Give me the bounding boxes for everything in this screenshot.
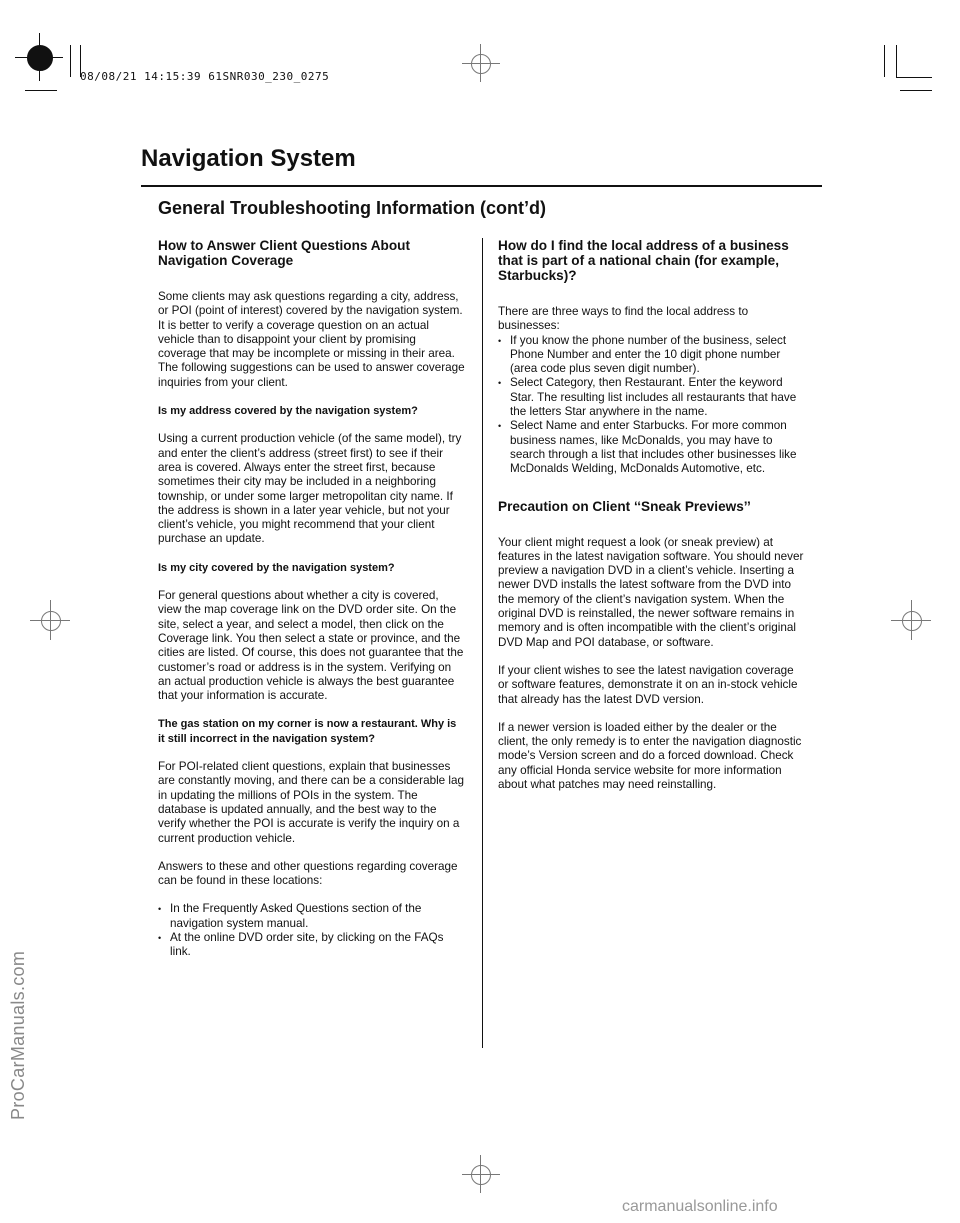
- question-address: Is my address covered by the navigation system?: [158, 405, 418, 418]
- answers-list: [158, 902, 465, 959]
- question-city: Is my city covered by the navigation system?: [158, 561, 395, 574]
- question-poi: The gas station on my corner is now a restaurant. Why is it still incorrect in the navigation system?: [158, 718, 457, 745]
- sneak-preview-paragraph-3: If a newer version is loaded either by the dealer or the client, the only remedy is to enter the navigation diagnostic mode’s Version screen and do a forced download. Check any official Honda service website for more information about what patches may need reinstalling.: [498, 720, 802, 792]
- side-watermark: ProCarManuals.com: [8, 950, 28, 1120]
- column-divider: [482, 238, 483, 1048]
- left-column: [158, 238, 465, 974]
- title-rule: [141, 185, 822, 187]
- sneak-preview-paragraph-1: Your client might request a look (or sneak preview) at features in the latest navigation software. You should never preview a navigation DVD in a client’s vehicle. Inserting a newer DVD installs the latest software from the DVD into the memory of the client’s navigation system. When the original DVD is reinstalled, the newer software remains in memory and is often incompatible with the client’s original DVD Map and POI database, or software.: [498, 535, 804, 649]
- registration-target-icon: [471, 54, 491, 74]
- registration-target-icon: [27, 45, 53, 71]
- section-title: General Troubleshooting Information (cont’d): [158, 198, 546, 218]
- answer-city: For general questions about whether a city is covered, view the map coverage link on the DVD order site. On the site, select a year, and select a model, then click on the Coverage link. You then select a state or province, and the cities are listed. Of course, this does not guarantee that the customer’s road or address is in the system. Verifying on an actual production vehicle is always the best guarantee that your information is accurate.: [158, 589, 464, 703]
- list-item: • Select Category, then Restaurant. Enter the keyword Star. The resulting list includes all restaurants that have the letters Star anywhere in the name.: [498, 376, 805, 419]
- print-timestamp: 08/08/21 14:15:39 61SNR030_230_0275: [80, 70, 330, 83]
- coverage-intro: Some clients may ask questions regarding a city, address, or POI (point of interest) covered by the navigation system. It is better to verify a coverage question on an actual vehicle than to disappoint your client by promising coverage that may be incomplete or missing in their area. The following suggestions can be used to answer coverage inquiries from your client.: [158, 290, 465, 389]
- answer-poi: For POI-related client questions, explain that businesses are constantly moving, and there can be a considerable lag in updating the millions of POIs in the system. The database is updated annually, and the best way to the verify whether the POI is accurate is verify the inquiry on a current production vehicle.: [158, 760, 465, 845]
- registration-target-icon: [41, 611, 61, 631]
- chain-address-list: [498, 334, 805, 477]
- footer-watermark: carmanualsonline.info: [622, 1198, 778, 1215]
- list-item: • Select Name and enter Starbucks. For more common business names, like McDonalds, you may have to search through a list that includes other businesses like McDonalds Welding, McDonalds Automotive, etc.: [498, 419, 805, 476]
- registration-target-icon: [471, 1165, 491, 1185]
- chain-address-intro: There are three ways to find the local address to businesses:: [498, 305, 749, 333]
- list-item: • If you know the phone number of the business, select Phone Number and enter the 10 digit phone number (area code plus seven digit number).: [498, 334, 805, 377]
- answers-intro: Answers to these and other questions regarding coverage can be found in these locations:: [158, 859, 458, 888]
- sneak-preview-heading: Precaution on Client ‘‘Sneak Previews’’: [498, 498, 751, 514]
- chain-address-heading: How do I find the local address of a business that is part of a national chain (for example, Starbucks)?: [498, 238, 789, 283]
- list-item: • In the Frequently Asked Questions section of the navigation system manual.: [158, 902, 465, 931]
- list-item: • At the online DVD order site, by clicking on the FAQs link.: [158, 931, 465, 960]
- page-title: Navigation System: [141, 145, 356, 172]
- answer-address: Using a current production vehicle (of the same model), try and enter the client’s address (street first) to see if their area is covered. Always enter the street first, because sometimes their city may be included in a neighboring township, or under some larger metropolitan city name. If the address is shown in a later year vehicle, but not your client’s vehicle, you might recommend that your client purchase an update.: [158, 432, 462, 546]
- sneak-preview-paragraph-2: If your client wishes to see the latest navigation coverage or software features, demonstrate it on an in-stock vehicle that already has the latest DVD version.: [498, 663, 798, 706]
- right-column: [498, 238, 805, 806]
- registration-target-icon: [902, 611, 922, 631]
- coverage-heading: How to Answer Client Questions About Navigation Coverage: [158, 238, 410, 268]
